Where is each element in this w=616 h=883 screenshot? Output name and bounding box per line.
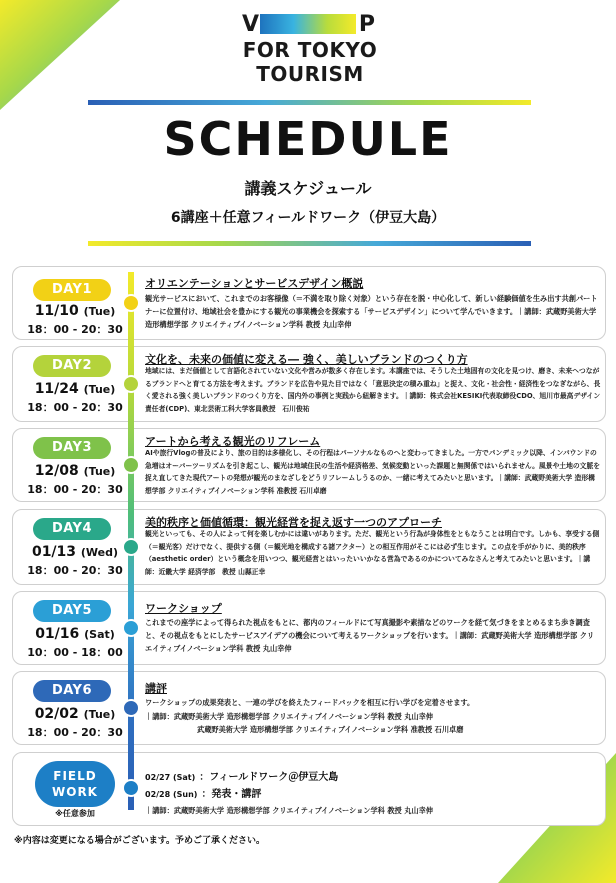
day-badge: DAY5: [33, 600, 111, 622]
header-divider-top: [88, 100, 531, 105]
timeline-dot-fieldwork: [122, 779, 140, 797]
corner-decoration-top-left: [0, 0, 120, 110]
session-card-day1: [12, 266, 606, 340]
session-description: 地域には、まだ価値として言語化されていない文化や営みが数多く存在します。本講座では、そうした土地固有の文化を見つけ、磨き、未来へつながるブランドへと育てる方法を考えます。ブランドを広告や見た目ではなく「意思決定の積み重ね」と捉え、文化・社会性・経済性をつなぎながら、長く愛される強く美しいブランドのつくり方を、国内外の事例と実践から紐解きます。｜講師：株式会社KESIKI代表取締役CDO、旭川市最高デザイン責任者(CDP)、東北芸術工科大学客員教授 石川俊祐: [145, 367, 601, 413]
session-date-value: 01/13: [31, 544, 77, 560]
session-weekday: (Wed): [80, 546, 119, 559]
session-weekday: (Tue): [83, 708, 116, 721]
fieldwork-item: [145, 782, 261, 801]
session-card-day4: [12, 509, 606, 585]
timeline-dot-day2: [122, 375, 140, 393]
day-badge: DAY1: [33, 279, 111, 301]
session-card-day3: [12, 428, 606, 502]
session-date: [17, 463, 133, 479]
fieldwork-lecturer: ｜講師：武蔵野美術大学 造形構想学部 クリエイティブイノベーション学科 教授 丸山幸伸: [145, 806, 433, 815]
fieldwork-text: ：フィールドワーク＠伊豆大島: [199, 772, 339, 783]
footnote: ※内容は変更になる場合がございます。予めご了承ください。: [14, 836, 266, 846]
timeline-dot-day4: [122, 538, 140, 556]
fieldwork-card: [12, 752, 606, 826]
course-summary: 6講座＋任意フィールドワーク（伊豆大島）: [170, 210, 446, 226]
session-title: 美的秩序と価値循環：観光経営を捉え返す一つのアプローチ: [145, 516, 442, 529]
logo-line-2: FOR TOKYO: [242, 38, 378, 62]
session-time: 18：00 - 20：30: [27, 323, 123, 336]
logo-color-band: [260, 14, 356, 34]
logo-wordmark-top: [240, 12, 380, 38]
fieldwork-badge-line2: WORK: [52, 785, 98, 799]
session-time: 18：00 - 20：30: [27, 564, 123, 577]
header-divider-bottom: [88, 241, 531, 246]
session-title: オリエンテーションとサービスデザイン概説: [145, 277, 364, 290]
session-description: これまでの座学によって得られた視点をもとに、都内のフィールドにて写真撮影や素描などのワークを経て気づきをまとめるまち歩き調査と、その視点をもとにしたサービスアイデアの機会について考えるワークショップを行います。｜講師：武蔵野美術大学 造形構想学部 クリエイティブイノベーション学科 教授 丸山幸伸: [145, 618, 595, 653]
session-lecturer: ｜講師：武蔵野美術大学 造形構想学部 クリエイティブイノベーション学科 教授 丸山幸伸: [145, 712, 433, 721]
session-date: [17, 626, 133, 642]
session-date-value: 02/02: [34, 706, 79, 722]
session-description: 観光サービスにおいて、これまでのお客様像（＝不満を取り除く対象）という存在を脱・中心化して、新しい経験価値を生み出す共創パートナーに位置付け、地域社会を豊かにする観光の事業機会を探索する「サービスデザイン」について学んでいきます。｜講師：武蔵野美術大学 造形構想学部 クリエイティブイノベーション学科 教授 丸山幸伸: [145, 294, 598, 329]
session-weekday: (Tue): [83, 383, 116, 396]
logo-letter-left: V: [242, 12, 261, 37]
session-date-value: 11/10: [34, 303, 79, 319]
session-date-value: 12/08: [34, 463, 79, 479]
brand-logo: [240, 12, 380, 90]
session-time: 10：00 - 18：00: [27, 646, 123, 659]
day-badge: DAY6: [33, 680, 111, 702]
session-description: 観光といっても、その人によって何を楽しむかには違いがあります。ただ、観光という行為が身体性をともなうことは明白です。しかも、享受する側（＝観光客）だけでなく、提供する側（＝観光地を構成する諸アクター）との相互作用がそこには必ず生じます。この点を手がかりに、美的秩序（aesthetic order）という概念を用いつつ、観光経営とはいったいいかなる営為であるのかについてみなさんと考えてみたいと思います。｜講師：近畿大学 経済学部 教授 山縣正幸: [145, 530, 600, 576]
session-date: [17, 381, 133, 397]
fieldwork-badge: [35, 761, 115, 807]
session-date: [17, 544, 133, 560]
timeline-dot-day5: [122, 619, 140, 637]
timeline-dot-day3: [122, 456, 140, 474]
logo-letter-right: P: [358, 12, 376, 37]
fieldwork-date: 02/27 (Sat): [145, 773, 196, 782]
session-time: 18：00 - 20：30: [27, 401, 123, 414]
session-description: AIや旅行Vlogの普及により、旅の目的は多様化し、その行程はパーソナルなものへと変わってきました。一方でパンデミック以降、インバウンドの急増はオーバーツーリズムを引き起こし、観光は地域住民の生活や経済格差、気候変動といった課題と無関係ではいられません。風景や土地の文脈を捉え直してきた現代アートの発想が観光のまなざしをどうリフレームしうるのか、一緒に考えてみたいと思います。｜講師：武蔵野美術大学 造形構想学部 クリエイティブイノベーション学科 准教授 石川卓磨: [145, 449, 601, 495]
session-date-value: 11/24: [34, 381, 79, 397]
page-subtitle: 講義スケジュール: [244, 179, 372, 198]
session-card-day2: [12, 346, 606, 422]
session-weekday: (Tue): [83, 465, 116, 478]
day-badge: DAY2: [33, 355, 111, 377]
session-title: ワークショップ: [145, 602, 222, 615]
session-date: [17, 303, 133, 319]
timeline-dot-day6: [122, 699, 140, 717]
timeline-dot-day1: [122, 294, 140, 312]
session-title: 講評: [145, 682, 167, 695]
session-date-value: 01/16: [35, 626, 80, 642]
session-card-day6: [12, 671, 606, 745]
session-title: アートから考える観光のリフレーム: [145, 435, 321, 448]
session-title: 文化を、未来の価値に変える― 強く、美しいブランドのつくり方: [145, 353, 468, 366]
session-lecturer: 武蔵野美術大学 造形構想学部 クリエイティブイノベーション学科 准教授 石川卓磨: [197, 725, 464, 734]
fieldwork-date: 02/28 (Sun): [145, 790, 198, 799]
day-badge: DAY3: [33, 437, 111, 459]
fieldwork-text: ：発表・講評: [201, 789, 262, 800]
session-weekday: (Sat): [84, 628, 115, 641]
logo-line-3: TOURISM: [256, 62, 364, 86]
page-title: SCHEDULE: [163, 112, 453, 166]
day-badge: DAY4: [33, 518, 111, 540]
session-time: 18：00 - 20：30: [27, 483, 123, 496]
session-date: [17, 706, 133, 722]
session-time: 18：00 - 20：30: [27, 726, 123, 739]
optional-note: ※任意参加: [55, 809, 95, 818]
fieldwork-badge-line1: FIELD: [53, 769, 97, 783]
session-card-day5: [12, 591, 606, 665]
session-weekday: (Tue): [83, 305, 116, 318]
session-description: ワークショップの成果発表と、一連の学びを終えたフィードバックを相互に行い学びを定着させます。: [145, 698, 475, 707]
